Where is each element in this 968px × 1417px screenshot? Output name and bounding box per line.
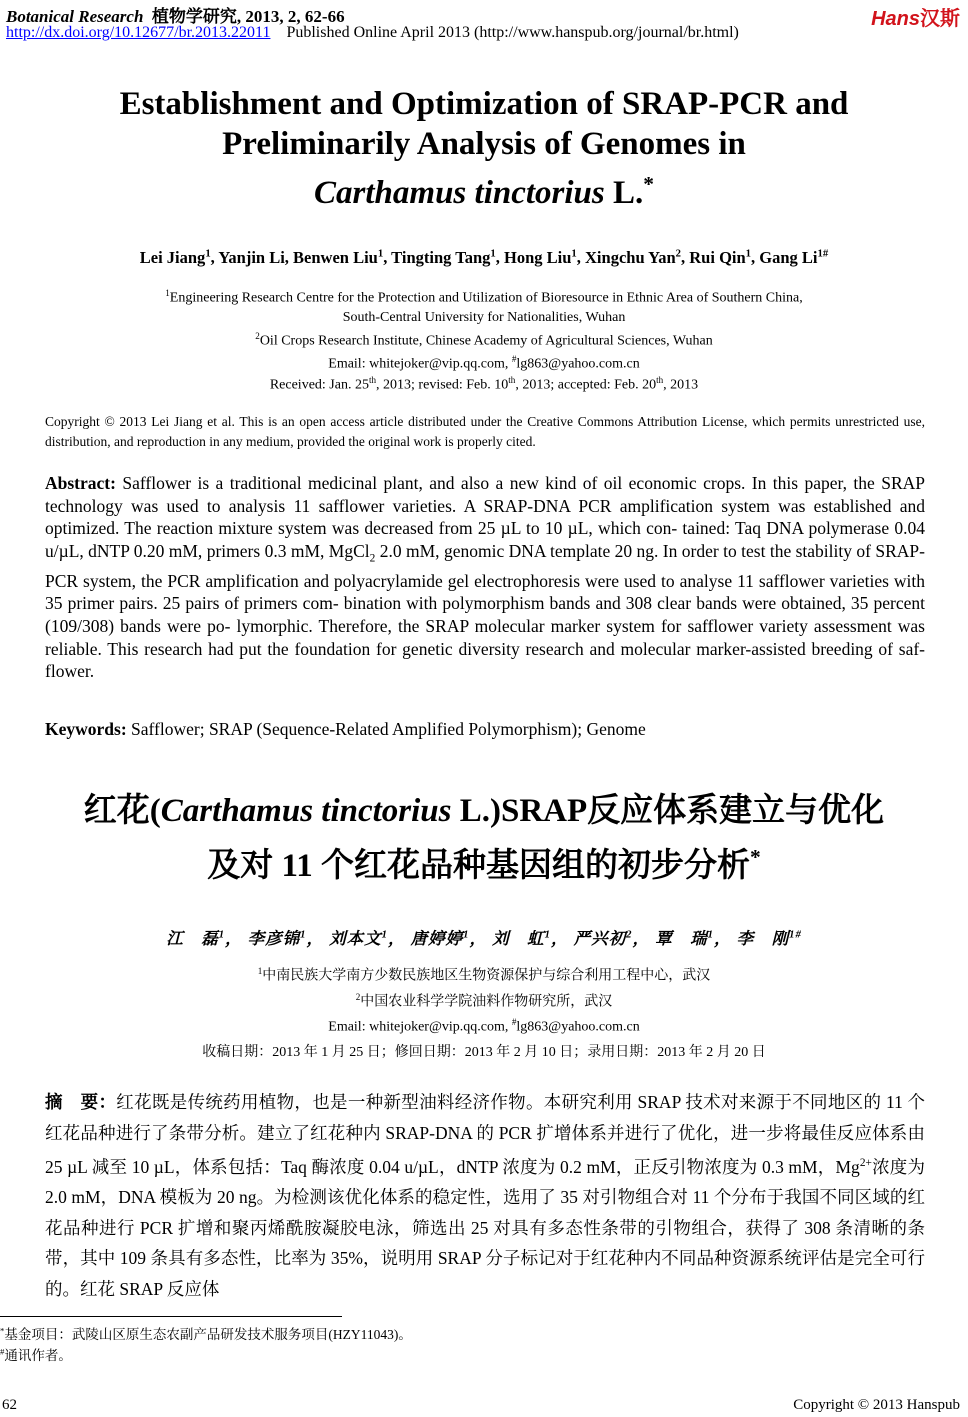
journal-header: Botanical Research 植物学研究, 2013, 2, 62-66 [6,7,345,26]
author: 李 刚$^{1\#}$ [736,928,802,948]
author: 江 磊$^1$ [166,928,226,948]
author: Gang $Li^{1\#}$ [759,247,829,267]
author: 刘 虹$^1$ [492,928,551,948]
author: Xingchu Yan$^2$ [585,247,682,267]
publication-line: http://dx.doi.org/10.12677/br.2013.22011 Published Online April 2013 (http://www.hanspub.org/journal/br.html) [6,24,739,41]
chinese-received-dates: 收稿日期：2013 年 1 月 25 日；修回日期：2013 年 2 月 10 日；录用日期：2013 年 2 月 20 日 [202,1045,766,1060]
author: 唐婷婷$^1$ [410,928,470,948]
footnote-funding: *基金项目：武陵山区原生态农副产品研发技术服务项目(HZY11043)。 [0,1325,412,1342]
author: Yanjin Li [218,247,285,267]
author: 覃 瑞$^1$ [655,928,714,948]
author: Lei Jiang$^1$ [139,247,211,267]
author: Rui Qin$^1$ [689,247,752,267]
paper-title: Establishment and Optimization of SRAP-PCR and Preliminarily Analysis of Genomes in Carthamus tinctorius L.* [119,86,849,211]
footnote-divider [0,1316,342,1317]
author: Hong Liu$^1$ [504,247,577,267]
doi-link[interactable]: http://dx.doi.org/10.12677/br.2013.22011 [6,24,271,41]
author: 刘本文$^1$ [329,928,389,948]
author: Benwen Liu$^1$ [293,247,384,267]
hans-logo: Hans汉斯 [871,8,960,30]
chinese-author-list: 江 磊$^1$， 李彦锦$^1$， 刘本文$^1$， 唐婷婷$^1$， 刘 虹$^1$， 严兴初$^2$， 覃 瑞$^1$， 李 刚$^{1\#}$ [166,928,802,948]
keywords: Keywords: Safflower; SRAP (Sequence-Related Amplified Polymorphism); Genome [45,719,646,739]
author-list: Lei Jiang$^1$, Yanjin Li, Benwen Liu$^1$, Tingting Tang$^1$, Hong Liu$^1$, Xingchu Yan$^2$, Rui Qin$^1$, Gang $Li^{1\#}$ [139,247,829,267]
footnote-corresponding: #通讯作者。 [0,1346,72,1363]
abstract: Abstract: Safflower is a traditional medicinal plant, and also a new kind of oil economic crops. In this paper, the SRAP technology was used to analysis 11 safflower varieties. A SRAP-DNA PCR amplification system was established and optimized. The reaction mixture system was decreased from 25 µL to 10 µL, which con- tained: Taq DNA polymerase 0.04 u/µL, dNTP 0.20 mM, primers 0.3 mM, MgCl$_2$ 2.0 mM, genomic DNA template 20 ng. In order to test the stability of SRAP-PCR system, the PCR amplification and polyacrylamide gel electrophoresis were used to analyse 11 safflower varieties with 35 primer pairs. 25 pairs of primers com- bination with polymorphism bands and 308 clear bands were obtained, 35 percent (109/308) bands were po- lymorphic. Therefore, the SRAP molecular marker system for safflower variety assessment was reliable. This research had put the foundation for genetic diversity research and molecular marker-assisted breeding of saf- flower. [45,473,925,682]
chinese-affiliations: $^1$中南民族大学南方少数民族地区生物资源保护与综合利用工程中心，武汉 $^2$中国农业科学学院油料作物研究所，武汉 Email: whitejoker@vip.qq.com, #lg863@yahoo.com.cn [257,966,711,1035]
author: 李彦锦$^1$ [247,928,307,948]
affiliations: $^1$Engineering Research Centre for the Protection and Utilization of Bioresource in Ethnic Area of Southern China, South-Central University for Nationalities, Wuhan $^2$Oil Crops Research Institute, Chinese Academy of Agricultural Sciences, Wuhan Email: whitejoker@vip.qq.com, #lg863@yahoo.com.cn [165,288,803,372]
author: Tingting Tang$^1$ [391,247,496,267]
chinese-abstract: 摘 要：红花既是传统药用植物，也是一种新型油料经济作物。本研究利用 SRAP 技术对来源于不同地区的 11 个红花品种进行了条带分析。建立了红花种内 SRAP-DNA 的 PCR 扩增体系并进行了优化，进一步将最佳反应体系由 25 µL 减至 10 µL，体系包括：Taq 酶浓度 0.04 u/µL，dNTP 浓度为 0.2 mM，正反引物浓度为 0.3 mM，$Mg^{2+}$浓度为 2.0 mM，DNA 模板为 20 ng。为检测该优化体系的稳定性，选用了 35 对引物组合对 11 个分布于我国不同区域的红花品种进行 PCR 扩增和聚丙烯酰胺凝胶电泳，筛选出 25 对具有多态性条带的引物组合，获得了 308 条清晰的条带，其中 109 条具有多态性，比率为 35%，说明用 SRAP 分子标记对于红花种内不同品种资源系统评估是完全可行的。红花 SRAP 反应体 [45,1092,926,1299]
chinese-title: 红花(Carthamus tinctorius L.)SRAP反应体系建立与优化 及对 11 个红花品种基因组的初步分析* [83,793,885,884]
author: 严兴初$^2$ [573,928,633,948]
received-dates: Received: Jan. 25th, 2013; revised: Feb. 10th, 2013; accepted: Feb. 20th, 2013 [269,375,699,393]
footer-copyright: Copyright © 2013 Hanspub [793,1397,960,1413]
page-number: 62 [2,1397,17,1413]
copyright-notice: Copyright © 2013 Lei Jiang et al. This is an open access article distributed under the Creative Commons Attribution License, which permits unrestricted use, distribution, and reproduction in any medium, provided the original work is properly cited. [45,414,925,449]
